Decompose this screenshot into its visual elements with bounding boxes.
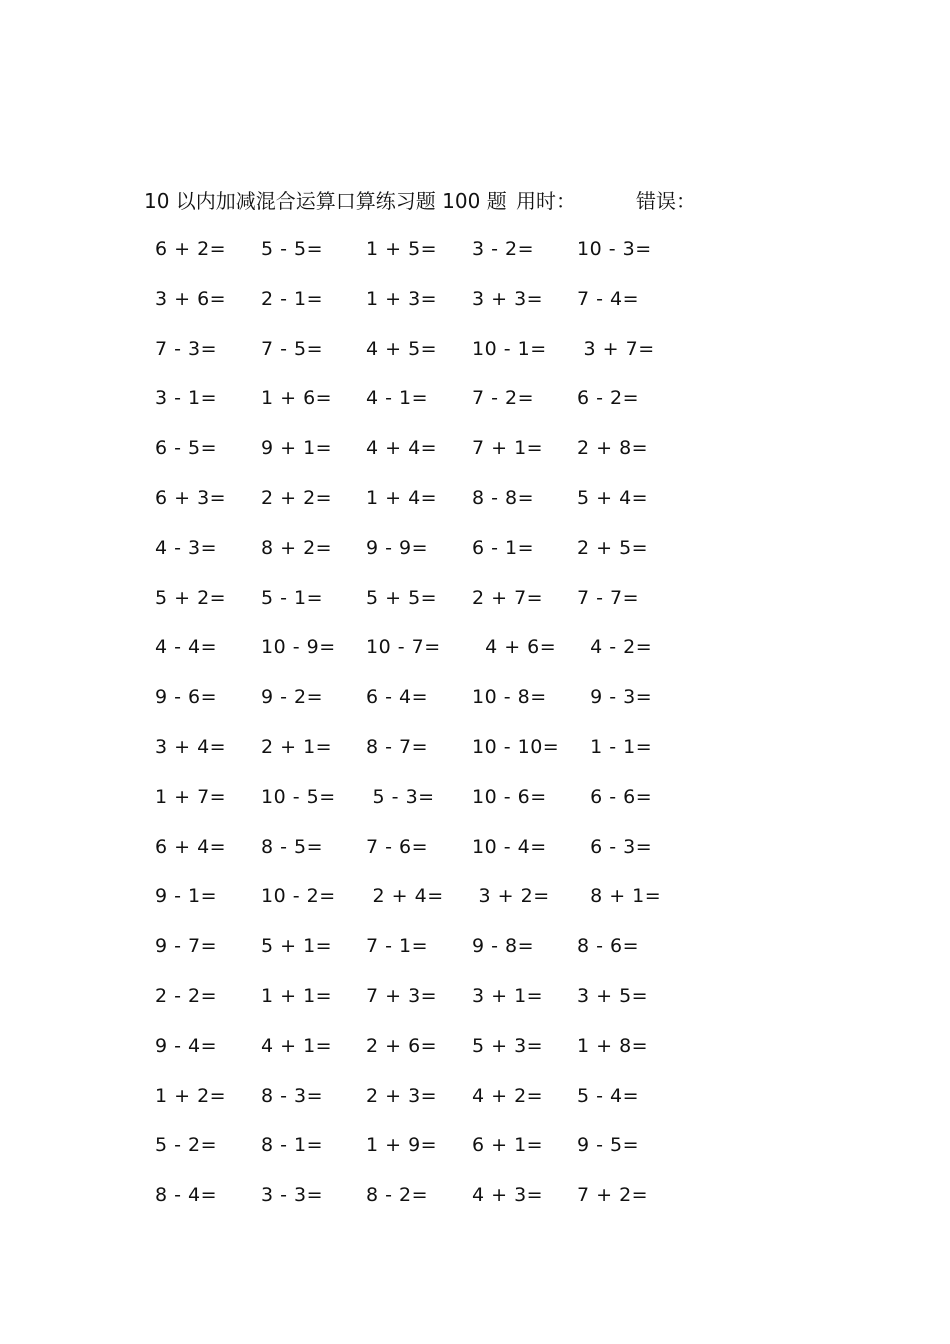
problem-item: 5 + 3=: [472, 1034, 544, 1057]
problem-row: [0, 582, 950, 632]
problem-item: 9 - 3=: [577, 686, 653, 709]
problem-item: 5 + 1=: [261, 935, 333, 958]
problem-item: 9 - 7=: [155, 935, 218, 958]
problem-row: [0, 631, 950, 681]
problem-item: 4 + 4=: [366, 437, 438, 460]
problem-item: 5 + 4=: [577, 486, 649, 509]
problem-item: 3 - 3=: [261, 1184, 324, 1207]
problem-item: 10 - 2=: [261, 885, 336, 908]
problem-item: 10 - 3=: [577, 238, 652, 260]
problem-item: 5 - 2=: [155, 1134, 218, 1157]
problem-item: 7 + 2=: [577, 1184, 649, 1207]
problem-item: 1 + 3=: [366, 287, 438, 310]
problem-item: 4 - 2=: [577, 636, 653, 659]
problem-item: 4 + 6=: [472, 636, 557, 659]
problem-item: 4 + 3=: [472, 1184, 544, 1207]
problem-item: 2 - 2=: [155, 984, 218, 1007]
problem-row: [0, 432, 950, 482]
problem-item: 10 - 9=: [261, 636, 336, 659]
problem-grid: [0, 233, 950, 1229]
problem-row: [0, 831, 950, 881]
problem-item: 7 - 7=: [577, 586, 640, 609]
problem-item: 3 + 4=: [155, 735, 227, 758]
problem-row: [0, 731, 950, 781]
problem-item: 8 - 6=: [577, 935, 640, 958]
problem-item: 4 - 4=: [155, 636, 218, 659]
problem-item: 7 + 3=: [366, 984, 438, 1007]
problem-row: [0, 1129, 950, 1179]
problem-item: 1 + 1=: [261, 984, 333, 1007]
problem-row: [0, 681, 950, 731]
problem-item: 7 - 1=: [366, 935, 429, 958]
problem-item: 5 + 2=: [155, 586, 227, 609]
problem-item: 8 + 1=: [577, 885, 662, 908]
problem-row: [0, 1179, 950, 1229]
problem-item: 6 + 4=: [155, 835, 227, 858]
problem-item: 3 + 5=: [577, 984, 649, 1007]
problem-row: [0, 980, 950, 1030]
problem-item: 10 - 4=: [472, 835, 547, 858]
problem-item: 6 + 3=: [155, 486, 227, 509]
problem-item: 6 + 1=: [472, 1134, 544, 1157]
problem-item: 3 - 2=: [472, 238, 535, 260]
problem-item: 5 - 3=: [366, 785, 435, 808]
problem-item: 6 - 1=: [472, 536, 535, 559]
problem-item: 2 + 1=: [261, 735, 333, 758]
problem-item: 2 + 6=: [366, 1034, 438, 1057]
problem-row: [0, 233, 950, 283]
problem-item: 1 + 6=: [261, 387, 333, 410]
problem-item: 3 + 1=: [472, 984, 544, 1007]
problem-item: 4 + 2=: [472, 1084, 544, 1107]
problem-item: 9 - 1=: [155, 885, 218, 908]
problem-item: 3 + 6=: [155, 287, 227, 310]
problem-row: [0, 930, 950, 980]
problem-item: 6 - 2=: [577, 387, 640, 410]
problem-item: 2 + 2=: [261, 486, 333, 509]
problem-item: 9 - 2=: [261, 686, 324, 709]
problem-item: 10 - 7=: [366, 636, 441, 659]
problem-item: 3 + 7=: [577, 337, 655, 360]
problem-item: 10 - 1=: [472, 337, 547, 360]
page-title: 10 以内加减混合运算口算练习题 100 题: [144, 189, 507, 213]
problem-item: 10 - 10=: [472, 735, 560, 758]
problem-item: 8 - 1=: [261, 1134, 324, 1157]
problem-item: 9 - 9=: [366, 536, 429, 559]
errors-label: 错误：: [636, 189, 696, 213]
problem-item: 4 - 1=: [366, 387, 429, 410]
problem-item: 7 - 2=: [472, 387, 535, 410]
problem-item: 5 - 1=: [261, 586, 324, 609]
problem-item: 6 - 3=: [577, 835, 653, 858]
problem-row: [0, 482, 950, 532]
problem-item: 4 + 1=: [261, 1034, 333, 1057]
problem-item: 8 - 8=: [472, 486, 535, 509]
problem-item: 8 - 3=: [261, 1084, 324, 1107]
problem-item: 3 + 3=: [472, 287, 544, 310]
problem-item: 6 - 5=: [155, 437, 218, 460]
problem-item: 1 + 8=: [577, 1034, 649, 1057]
problem-item: 8 + 2=: [261, 536, 333, 559]
problem-item: 4 - 3=: [155, 536, 218, 559]
problem-item: 7 - 5=: [261, 337, 324, 360]
problem-item: 2 + 5=: [577, 536, 649, 559]
problem-row: [0, 333, 950, 383]
problem-item: 5 - 5=: [261, 238, 324, 260]
problem-item: 6 - 4=: [366, 686, 429, 709]
problem-item: 8 - 5=: [261, 835, 324, 858]
problem-item: 10 - 6=: [472, 785, 547, 808]
problem-item: 1 + 9=: [366, 1134, 438, 1157]
problem-item: 8 - 7=: [366, 735, 429, 758]
problem-item: 1 + 2=: [155, 1084, 227, 1107]
problem-item: 7 - 4=: [577, 287, 640, 310]
problem-item: 8 - 4=: [155, 1184, 218, 1207]
problem-item: 2 + 7=: [472, 586, 544, 609]
problem-row: [0, 1030, 950, 1080]
problem-item: 2 + 3=: [366, 1084, 438, 1107]
problem-item: 2 - 1=: [261, 287, 324, 310]
problem-item: 8 - 2=: [366, 1184, 429, 1207]
problem-row: [0, 283, 950, 333]
problem-item: 1 + 5=: [366, 238, 438, 260]
problem-row: [0, 781, 950, 831]
problem-item: 9 + 1=: [261, 437, 333, 460]
problem-item: 5 - 4=: [577, 1084, 640, 1107]
problem-item: 7 + 1=: [472, 437, 544, 460]
problem-item: 6 + 2=: [155, 238, 227, 260]
problem-item: 7 - 6=: [366, 835, 429, 858]
problem-item: 1 - 1=: [577, 735, 653, 758]
problem-item: 2 + 4=: [366, 885, 444, 908]
problem-row: [0, 382, 950, 432]
problem-row: [0, 532, 950, 582]
problem-item: 7 - 3=: [155, 337, 218, 360]
problem-item: 1 + 7=: [155, 785, 227, 808]
problem-item: 1 + 4=: [366, 486, 438, 509]
problem-item: 3 + 2=: [472, 885, 550, 908]
worksheet-header: [0, 186, 950, 216]
problem-row: [0, 1080, 950, 1130]
problem-item: 5 + 5=: [366, 586, 438, 609]
time-used-label: 用时：: [516, 189, 576, 213]
problem-row: [0, 880, 950, 930]
problem-item: 9 - 8=: [472, 935, 535, 958]
problem-item: 2 + 8=: [577, 437, 649, 460]
problem-item: 10 - 5=: [261, 785, 336, 808]
problem-item: 6 - 6=: [577, 785, 653, 808]
problem-item: 4 + 5=: [366, 337, 438, 360]
problem-item: 9 - 6=: [155, 686, 218, 709]
problem-item: 10 - 8=: [472, 686, 547, 709]
problem-item: 9 - 4=: [155, 1034, 218, 1057]
problem-item: 9 - 5=: [577, 1134, 640, 1157]
problem-item: 3 - 1=: [155, 387, 218, 410]
